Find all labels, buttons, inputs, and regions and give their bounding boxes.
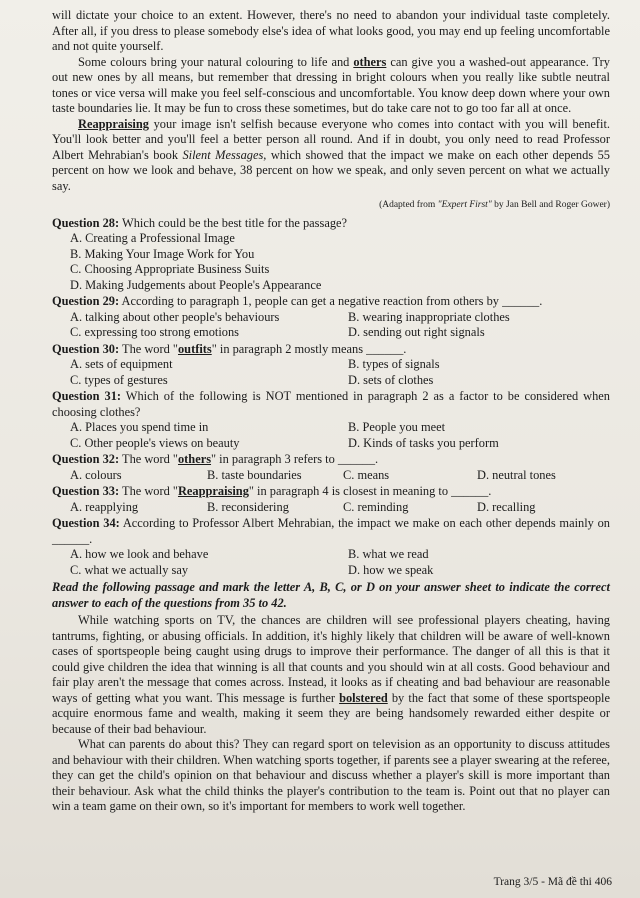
page-footer: Trang 3/5 - Mã đề thi 406	[493, 875, 612, 888]
option-c[interactable]: C. types of gestures	[70, 372, 168, 387]
option-a[interactable]: A. reapplying	[70, 499, 139, 514]
source-citation: (Adapted from "Expert First" by Jan Bell and Roger Gower)	[379, 200, 610, 210]
option-d[interactable]: D. recalling	[477, 499, 536, 514]
passage-paragraph: Some colours bring your natural colouring to life and others can give you a washed-out appearance. Try out new ones by all means, but remember that dressing in bright colours when you really like subtle neutral tones or vice versa will make you feel self-conscious and uncomfortable. You know deep down where your own taste boundaries lie. It may be fun to cross these sometimes, but do take care not to go too far all at once.	[52, 54, 611, 115]
option-a[interactable]: A. colours	[70, 467, 122, 482]
section-instruction: Read the following passage and mark the letter A, B, C, or D on your answer sheet to indicate the correct answer to each of the questions from 35 to 42.	[52, 580, 610, 610]
option-b[interactable]: B. taste boundaries	[207, 467, 302, 482]
option-a[interactable]: A. Places you spend time in	[70, 420, 209, 434]
book-title: Silent Messages	[182, 147, 264, 162]
option-d[interactable]: D. Making Judgements about People's Appearance	[70, 277, 322, 292]
passage-paragraph: will dictate your choice to an extent. However, there's no need to abandon your individual taste completely. After all, if you dress to please somebody else's idea of what looks good, you may end up feeling uncomfortable and not quite yourself.	[52, 8, 610, 53]
option-c[interactable]: C. what we actually say	[70, 562, 189, 577]
option-b[interactable]: B. reconsidering	[207, 499, 289, 514]
underlined-word: bolstered	[339, 690, 388, 705]
passage-paragraph: What can parents do about this? They can regard sport on television as an opportunity to discuss attitudes and behaviour with their children. When watching sports together, if parents see a player swearing at the referee, they can get the child's opinion on that behaviour and discuss whether a player's skill is more important than their behaviour. Ask what the child thinks the player's contribution to the team is. Point out that no player can win a team game on their own, so it's important for members to work well together.	[52, 737, 611, 813]
passage-paragraph: Reappraising your image isn't selfish because everyone who comes into contact with you will benefit. You'll look better and you'll feel a better person all round. And if in doubt, you only need to read Professor Albert Mehrabian's book Silent Messages, which showed that the impact we make on each other depends 55 percent on how we look and behave, 38 percent on how we speak, and only seven percent on what we actually say.	[52, 116, 610, 193]
option-c[interactable]: C. means	[343, 467, 390, 482]
option-d[interactable]: D. neutral tones	[477, 467, 556, 482]
option-c[interactable]: C. reminding	[343, 499, 409, 514]
question-29: Question 29: According to paragraph 1, people can get a negative reaction from others by ______. A. talking about other people's behaviours B. wearing inappropriate clothes C. expressing too strong emotions D. sending out right signals	[52, 294, 610, 341]
passage-paragraph: While watching sports on TV, the chances are children will see professional players cheating, having tantrums, fighting, or abusing officials. In addition, it's highly likely that children will be aware of well-known cases of sportspeople being caught using drugs to improve their performance. The danger of all this is that it could give children the idea that winning is all that counts and you should win at all costs. Good behaviour and fair play aren't the message that comes across. Instead, it looks as if cheating and bad behaviour are reasonable ways of getting what you want. This message is further bolstered by the fact that some of these sportspeople acquire enormous fame and wealth, making it seem they are being handsomely rewarded either despite or because of their bad behaviour.	[52, 613, 610, 736]
option-a[interactable]: A. talking about other people's behaviours	[70, 309, 280, 324]
underlined-word: Reappraising	[78, 116, 149, 131]
question-31: Question 31: Which of the following is NOT mentioned in paragraph 2 as a factor to be considered when choosing clothes? A. Places you spend time in B. People you meet C. Other people's views on beauty D. Kinds of tasks you perform	[52, 389, 610, 450]
question-32: Question 32: The word "others" in paragraph 3 refers to ______. A. colours B. taste boundaries C. means D. neutral tones	[52, 452, 610, 483]
option-c[interactable]: C. expressing too strong emotions	[70, 325, 239, 339]
option-d[interactable]: D. sending out right signals	[348, 325, 485, 339]
option-c[interactable]: C. Choosing Appropriate Business Suits	[70, 262, 270, 276]
question-34: Question 34: According to Professor Albert Mehrabian, the impact we make on each other depends mainly on ______. A. how we look and behave B. what we read C. what we actually say D. how we speak	[52, 516, 610, 577]
option-d[interactable]: D. how we speak	[348, 562, 434, 577]
option-a[interactable]: A. Creating a Professional Image	[70, 231, 235, 245]
question-33: Question 33: The word "Reappraising" in paragraph 4 is closest in meaning to ______. A. reapplying B. reconsidering C. reminding D. recalling	[52, 484, 610, 515]
option-b[interactable]: B. People you meet	[348, 420, 446, 434]
option-b[interactable]: B. wearing inappropriate clothes	[348, 309, 510, 324]
option-d[interactable]: D. Kinds of tasks you perform	[348, 435, 499, 450]
option-a[interactable]: A. how we look and behave	[70, 547, 209, 561]
option-a[interactable]: A. sets of equipment	[70, 357, 173, 371]
option-b[interactable]: B. types of signals	[348, 357, 440, 371]
question-30: Question 30: The word "outfits" in paragraph 2 mostly means ______. A. sets of equipment B. types of signals C. types of gestures D. sets of clothes	[52, 342, 610, 389]
option-b[interactable]: B. what we read	[348, 547, 429, 561]
option-d[interactable]: D. sets of clothes	[348, 372, 434, 387]
question-28: Question 28: Which could be the best title for the passage? A. Creating a Professional Image B. Making Your Image Work for You C. Choosing Appropriate Business Suits D. Making Judgements about People's Appearance	[52, 216, 610, 294]
option-b[interactable]: B. Making Your Image Work for You	[70, 246, 255, 261]
option-c[interactable]: C. Other people's views on beauty	[70, 435, 240, 450]
underlined-word: others	[353, 54, 387, 69]
